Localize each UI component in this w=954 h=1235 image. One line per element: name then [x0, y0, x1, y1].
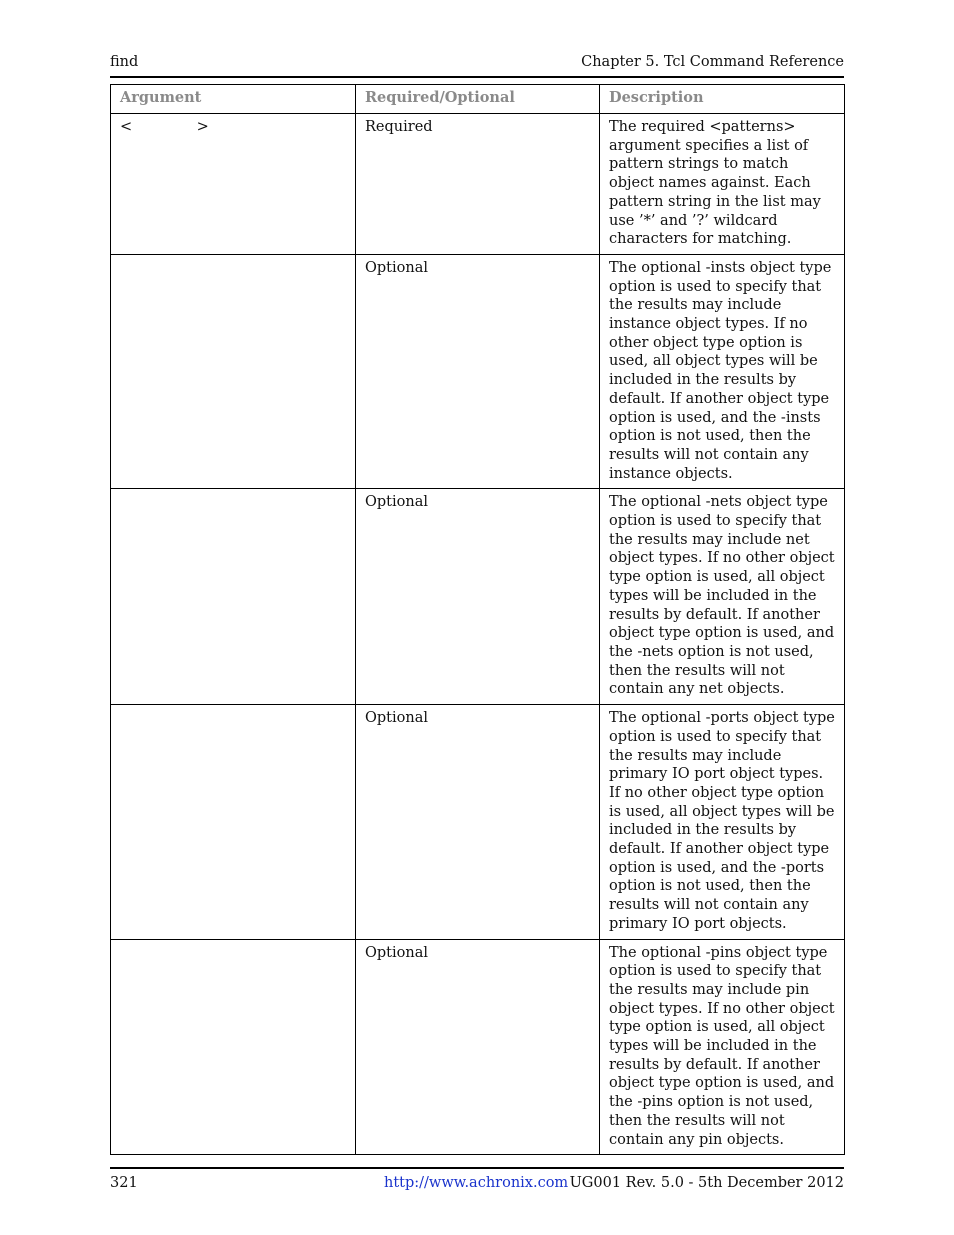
page-header [110, 52, 844, 78]
description-cell: The optional -ports object type option is used to specify that the results may include primary IO port object types. If no other object type option is used, all object types will be included in the results by default. If another object type option is used, and the -ports option is not used, then the results will not contain any primary IO port objects. [600, 705, 845, 939]
required-cell: Optional [356, 939, 600, 1155]
document-revision: UG001 Rev. 5.0 - 5th December 2012 [569, 1175, 844, 1191]
page-footer [110, 1167, 844, 1197]
description-cell: The optional -nets object type option is used to specify that the results may include net object types. If no other object type option is used, all object types will be included in the results by default. If another object type option is used, and the -nets option is not used, then the results will not contain any net objects. [600, 489, 845, 705]
table-row [111, 114, 845, 255]
column-header-description: Description [600, 85, 845, 114]
argument-cell [111, 939, 356, 1155]
table-row [111, 254, 845, 488]
column-header-argument: Argument [111, 85, 356, 114]
table-row [111, 705, 845, 939]
argument-cell [111, 705, 356, 939]
header-chapter-title: Chapter 5. Tcl Command Reference [581, 54, 844, 70]
description-cell: The optional -pins object type option is used to specify that the results may include pin object types. If no other object type option is used, all object types will be included in the results by default. If another object type option is used, and the -pins option is not used, then the results will not contain any pin objects. [600, 939, 845, 1155]
achronix-website-link[interactable]: http://www.achronix.com [384, 1175, 569, 1191]
table-header-row [111, 85, 845, 114]
table-row [111, 489, 845, 705]
description-cell: The optional -insts object type option is used to specify that the results may include instance object types. If no other object type option is used, all object types will be included in the results by default. If another object type option is used, and the -insts option is not used, then the results will not contain any instance objects. [600, 254, 845, 488]
arguments-table [110, 84, 845, 1155]
description-cell: The required <patterns> argument specifies a list of pattern strings to match object names against. Each pattern string in the list may use ’*’ and ’?’ wildcard characters for matching. [600, 114, 845, 255]
argument-cell: < > [111, 114, 356, 255]
required-cell: Optional [356, 489, 600, 705]
argument-cell [111, 254, 356, 488]
page-number: 321 [110, 1175, 138, 1191]
header-command-name: find [110, 54, 139, 70]
required-cell: Optional [356, 705, 600, 939]
table-row [111, 939, 845, 1155]
column-header-required-optional: Required/Optional [356, 85, 600, 114]
argument-cell [111, 489, 356, 705]
required-cell: Optional [356, 254, 600, 488]
required-cell: Required [356, 114, 600, 255]
